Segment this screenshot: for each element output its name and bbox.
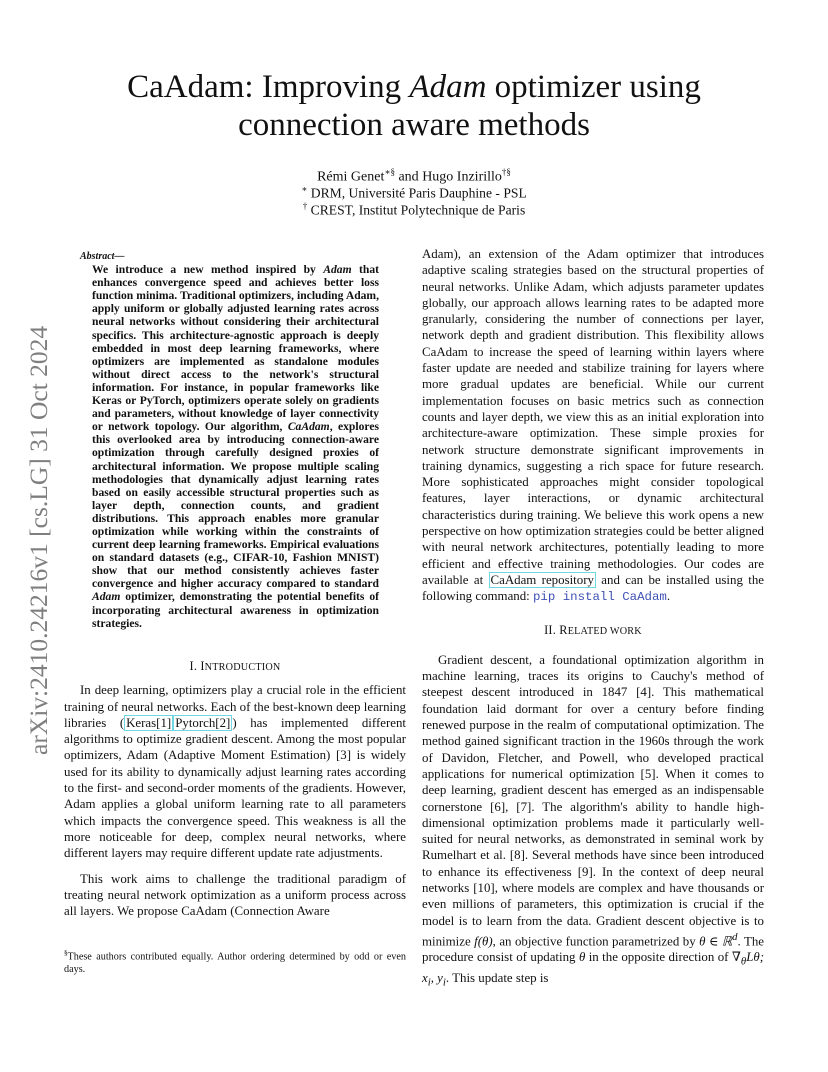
math-expression: f(θ) <box>474 934 493 949</box>
section-rest: ELATED WORK <box>567 625 642 637</box>
affiliation-text: CREST, Institut Polytechnique de Paris <box>307 202 526 218</box>
introduction-section <box>64 658 406 919</box>
abstract-emphasis: CaAdam <box>287 420 330 434</box>
body-text: . When it comes to deep learning, gradient descent has emerged as an indispensable cornerstone <box>422 766 764 814</box>
citation-link[interactable]: [7] <box>516 799 532 814</box>
abstract-emphasis: Adam <box>323 263 352 277</box>
abstract-text: that enhances convergence speed and achieves better loss function minima. Traditional optimizers, including Adam, apply uniform or globally adjusted learning rates across neural networks without considering their architectural specifics. This architecture-agnostic approach is deeply embedded in most deep learning frameworks, where optimizers are implemented as standalone modules without direct access to the network's structural information. For instance, in popular frameworks like Keras or PyTorch, optimizers operate solely on gradients and parameters, without knowledge of layer connectivity or network topology. Our algorithm, <box>92 263 379 434</box>
math-expression: θ ∈ ℝ <box>699 934 733 949</box>
abstract-body <box>80 263 379 630</box>
pytorch-citation-link[interactable]: Pytorch[2] <box>175 715 231 730</box>
body-text: . <box>666 589 671 604</box>
section-initial: R <box>559 622 568 637</box>
affiliation-mark: † <box>302 201 308 211</box>
body-text: . The algorithm's ability to handle high-dimensional optimization problems made it particularly well-suited for neural networks, as demonstrated in seminal work by Rumelhart et al. <box>422 799 764 863</box>
abstract-text: optimizer, demonstrating the potential benefits of incorporating architectural awareness in optimization strategies. <box>92 590 379 630</box>
body-text: Adam), an extension of the Adam optimizer that introduces adaptive scaling strategies based on the structural properties of neural networks. Unlike Adam, which adjusts parameter updates globally, our approach allows learning rates to be adapted more granularly, considering the number of connections per layer, network depth and gradient distribution. This flexibility allows CaAdam to increase the speed of learning within layers where faster update are needed and stabilize training for layers where more gradual updates are beneficial. While our current implementation focuses on basic metrics such as connection counts and layer depth, we view this as an initial exploration into architecture-aware optimization. These simple proxies for network structure demonstrate significant improvements in training dynamics, suggesting a rich space for future research. More sophisticated approaches might consider topological features, layer interactions, or dynamic architectural characteristics during training. We believe this work opens a new perspective on how optimization strategies could be better aligned with neural network architectures, potentially leading to more efficient and effective training methodologies. Our codes are available at <box>422 247 764 587</box>
math-subscript: i <box>442 976 446 989</box>
math-subscript: θ <box>740 956 747 969</box>
related-work-paragraph <box>422 652 764 991</box>
body-text: and can be installed using the following command: <box>422 572 764 604</box>
paper-title <box>80 68 748 144</box>
citation-link[interactable]: [9] <box>577 864 593 879</box>
arxiv-identifier-stamp: arXiv:2410.24216v1 [cs.LG] 31 Oct 2024 <box>24 325 53 755</box>
body-text: , <box>505 799 517 814</box>
intro-paragraph-2: This work aims to challenge the traditional paradigm of treating neural network optimization as a uniform process across all layers. We propose CaAdam (Connection Aware <box>64 871 406 919</box>
math-superscript: d <box>732 930 738 943</box>
math-expression: ∇ <box>731 950 741 965</box>
citation-link[interactable]: [5] <box>640 766 656 781</box>
citation-link[interactable]: [3] <box>336 748 352 763</box>
author-marks: ∗§ <box>384 167 395 177</box>
body-text: ) has implemented different algorithms to optimize gradient descent. Among the most popular optimizers, Adam (Adaptive Moment Estimation) <box>64 715 406 763</box>
right-column <box>422 246 764 991</box>
abstract-heading: Abstract— <box>80 251 125 262</box>
section-number: I. <box>189 659 201 673</box>
body-text: . This update step is <box>445 971 549 986</box>
footnote-text: These authors contributed equally. Author ordering determined by odd or even days. <box>64 951 406 975</box>
math-expression: , y <box>430 971 443 986</box>
pip-install-command: pip install CaAdam <box>533 590 667 605</box>
body-text: , where models are complex and have thousands or even millions of parameters, this optimization is crucial if the model is to learn from the data. Gradient descent objective is to minimize <box>422 880 764 949</box>
footnote-mark: § <box>64 949 68 957</box>
author-name: Hugo Inzirillo <box>422 169 502 185</box>
body-text: . Several methods have since been introduced to enhance its effectiveness <box>422 848 764 879</box>
section-initial: I <box>200 659 205 673</box>
citation-link[interactable]: [4] <box>636 685 652 700</box>
section-heading-related-work <box>422 622 764 640</box>
citation-link[interactable]: [8] <box>509 848 525 863</box>
title-line-2: connection aware methods <box>238 107 590 143</box>
affiliation <box>80 198 748 219</box>
author-name: Rémi Genet <box>317 169 385 185</box>
keras-citation-link[interactable]: Keras[1] <box>126 715 172 730</box>
title-part: optimizer using <box>486 69 701 105</box>
section-rest: NTRODUCTION <box>204 662 281 673</box>
body-text: , an objective function parametrized by <box>492 934 700 949</box>
abstract-text: , explores this overlooked area by introducing connection-aware optimization through carefully designed proxies of architectural information. We propose multiple scaling methodologies that dynamically adjust learning rates based on easily accessible structural properties such as layer depth, connection counts, and gradient distributions. This approach enables more granular optimization while working within the constraints of current deep learning frameworks. Empirical evaluations on standard datasets (e.g., CIFAR-10, Fashion MNIST) show that our method consistently achieves faster convergence and higher accuracy compared to standard <box>92 420 379 591</box>
intro-paragraph-1 <box>64 682 406 861</box>
body-text: Gradient descent, a foundational optimization algorithm in machine learning, traces its origins to Cauchy's method of steepest descent introduced in 1847 <box>422 652 764 700</box>
affiliation-mark: ∗ <box>301 184 308 194</box>
affiliation-text: DRM, Université Paris Dauphine - PSL <box>307 185 527 201</box>
math-subscript: i <box>427 976 431 989</box>
body-text: . In the context of deep neural networks <box>422 864 764 895</box>
body-text: . This mathematical foundation laid dormant for over a century before finding renewed purpose in the realm of computational optimization. The method gained significant traction in the 1960s through the work of Davidon, Fletcher, and Powell, who developed practical applications for numerical optimization <box>422 685 764 781</box>
title-part: CaAdam: Improving <box>127 69 410 105</box>
citation-link[interactable]: [6] <box>490 799 506 814</box>
title-emphasis: Adam <box>409 69 487 105</box>
citation-link[interactable]: [10] <box>473 880 495 895</box>
abstract <box>80 250 379 630</box>
abstract-text: We introduce a new method inspired by <box>92 263 316 277</box>
intro-continuation <box>422 246 764 606</box>
footnote <box>64 947 406 976</box>
section-heading-introduction <box>64 658 406 676</box>
author-conjunction: and <box>394 169 423 185</box>
author-marks: †§ <box>501 167 511 177</box>
body-text: in the opposite direction of <box>585 950 732 965</box>
body-text: is widely used for its ability to dynamically adjust learning rates according to the first- and second-order moments of the gradients. However, Adam applies a global uniform learning rate to all parameters which impacts the convergence speed. This weakness is all the more noticeable for deep, complex neural networks, where different layers may require different update rate adjustments. <box>64 748 406 861</box>
abstract-emphasis: Adam <box>92 590 121 604</box>
body-text: In deep learning, optimizers play a crucial role in the efficient training of neural networks. Each of the best-known deep learning libraries ( <box>64 683 406 730</box>
body-text: . The procedure consist of updating <box>422 934 764 965</box>
section-number: II. <box>544 622 560 637</box>
math-expression: θ <box>578 950 586 965</box>
caadam-repository-link[interactable]: CaAdam repository <box>490 572 594 587</box>
math-expression: Lθ; x <box>422 950 764 986</box>
